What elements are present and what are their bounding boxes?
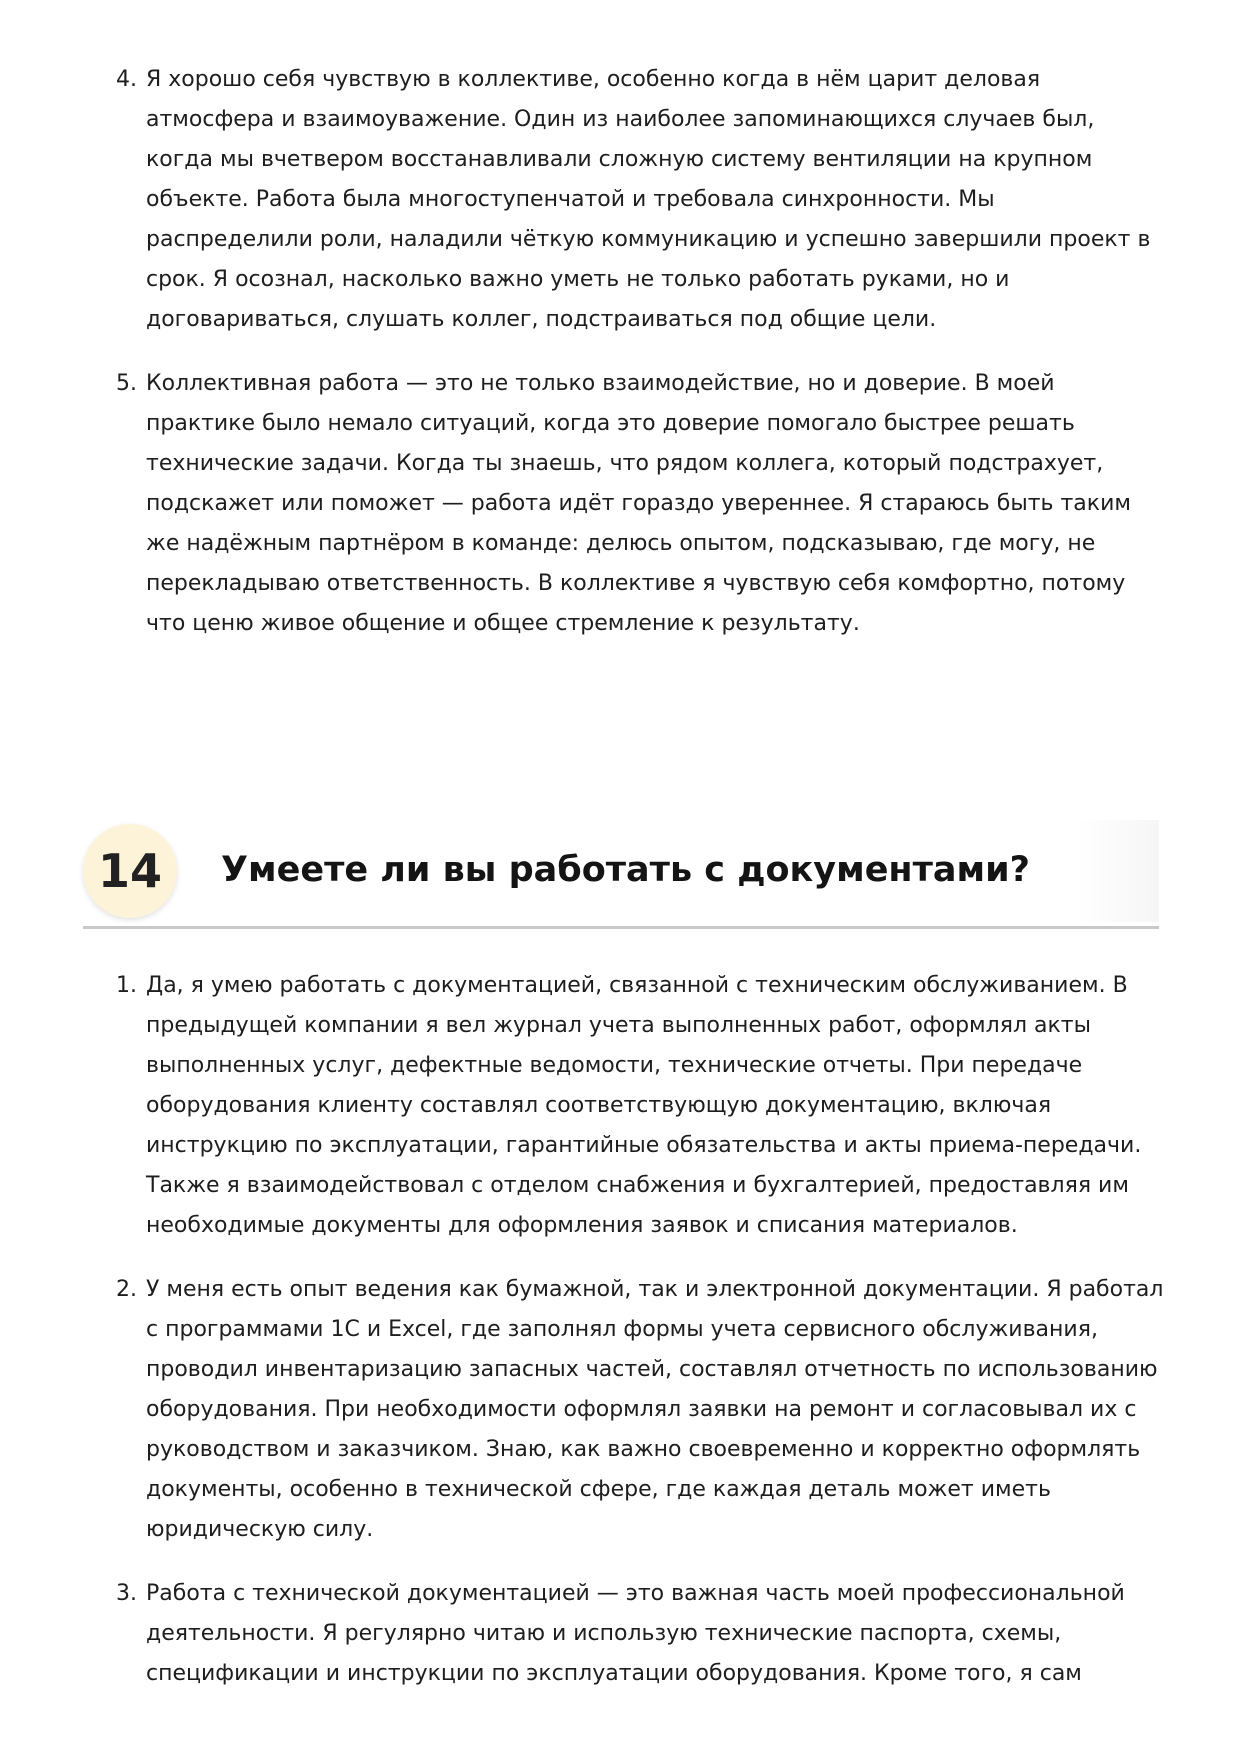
list-item	[0, 60, 1166, 340]
question-number-badge: 14	[83, 824, 177, 918]
list-item-number: 2.	[116, 1277, 137, 1302]
list-item	[0, 966, 1166, 1246]
section-divider	[83, 926, 1159, 929]
list-item-text: Да, я умею работать с документацией, связанной с техническим обслуживанием. В предыдущей компании я вел журнал учета выполненных работ, оформлял акты выполненных услуг, дефектные ведомости, технические отчеты. При передаче оборудования клиенту составлял соответствующую документацию, включая инструкцию по эксплуатации, гарантийные обязательства и акты приема-передачи. Также я взаимодействовал с отделом снабжения и бухгалтерией, предоставляя им необходимые документы для оформления заявок и списания материалов.	[146, 973, 1142, 1238]
list-item	[0, 364, 1166, 644]
list-item-text: Коллективная работа — это не только взаимодействие, но и доверие. В моей практике было немало ситуаций, когда это доверие помогало быстрее решать технические задачи. Когда ты знаешь, что рядом коллега, который подстрахует, подскажет или поможет — работа идёт гораздо увереннее. Я стараюсь быть таким же надёжным партнёром в команде: делюсь опытом, подсказываю, где могу, не перекладываю ответственность. В коллективе я чувствую себя комфортно, потому что ценю живое общение и общее стремление к результату.	[146, 371, 1131, 636]
list-item-number: 3.	[116, 1581, 137, 1606]
list-item-text: Я хорошо себя чувствую в коллективе, особенно когда в нём царит деловая атмосфера и взаимоуважение. Один из наиболее запоминающихся случаев был, когда мы вчетвером восстанавливали сложную систему вентиляции на крупном объекте. Работа была многоступенчатой и требовала синхронности. Мы распределили роли, наладили чёткую коммуникацию и успешно завершили проект в срок. Я осознал, насколько важно уметь не только работать руками, но и договариваться, слушать коллег, подстраиваться под общие цели.	[146, 67, 1151, 332]
list-item-number: 5.	[116, 371, 137, 396]
list-item-number: 4.	[116, 67, 137, 92]
section-title: Умеете ли вы работать с документами?	[221, 850, 1030, 890]
section-header	[83, 820, 1159, 930]
answers-list	[0, 966, 1239, 1694]
previous-answers-list	[0, 60, 1239, 644]
list-item	[0, 1574, 1166, 1694]
list-item-number: 1.	[116, 973, 137, 998]
list-item-text: Работа с технической документацией — это важная часть моей профессиональной деятельности. Я регулярно читаю и использую технические паспорта, схемы, спецификации и инструкции по эксплуатации оборудования. Кроме того, я сам	[146, 1581, 1125, 1686]
list-item-text: У меня есть опыт ведения как бумажной, так и электронной документации. Я работал с программами 1С и Excel, где заполнял формы учета сервисного обслуживания, проводил инвентаризацию запасных частей, составлял отчетность по использованию оборудования. При необходимости оформлял заявки на ремонт и согласовывал их с руководством и заказчиком. Знаю, как важно своевременно и корректно оформлять документы, особенно в технической сфере, где каждая деталь может иметь юридическую силу.	[146, 1277, 1164, 1542]
list-item	[0, 1270, 1166, 1550]
